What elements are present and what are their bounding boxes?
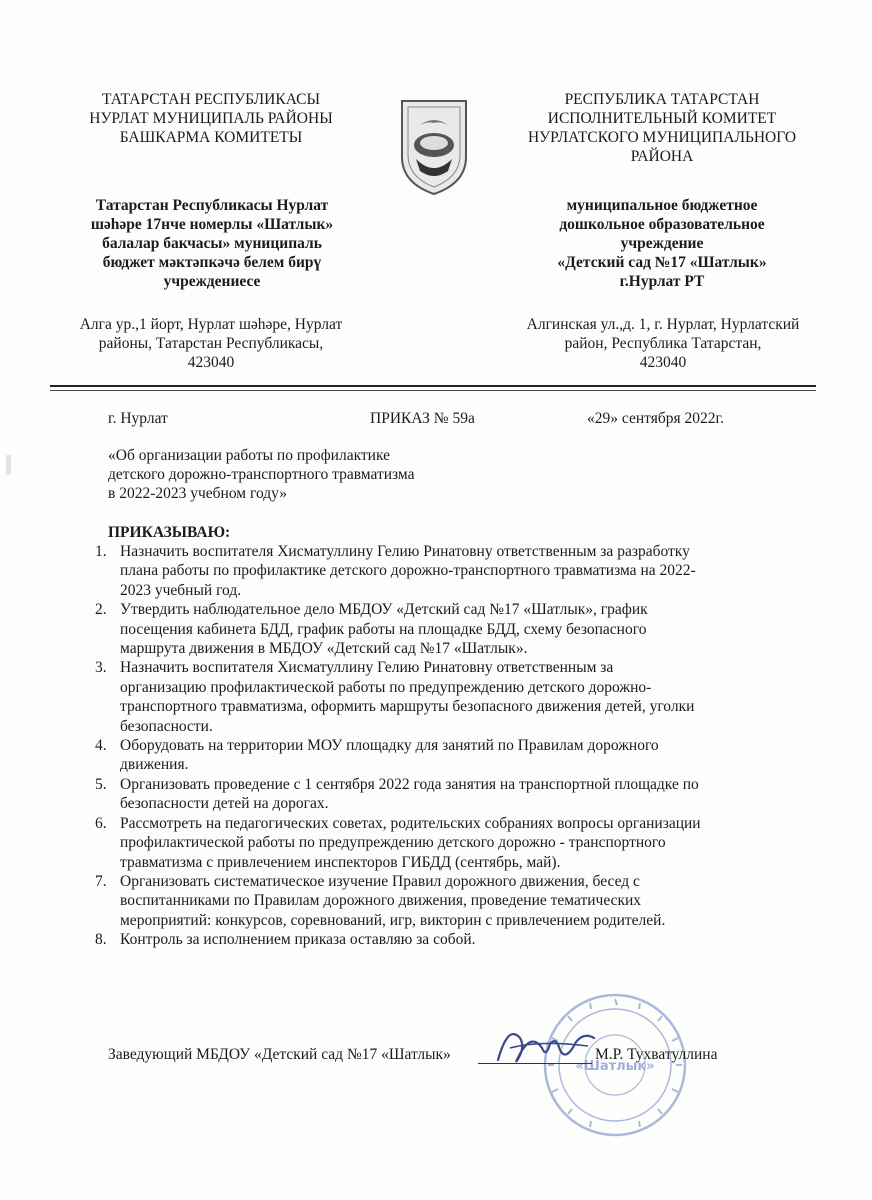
order-directive: ПРИКАЗЫВАЮ:	[108, 524, 231, 541]
order-item-line: Организовать проведение с 1 сентября 2022 года занятия на транспортной площадке по	[120, 775, 699, 793]
order-subject	[108, 446, 508, 503]
order-item-line: маршрута движения в МБДОУ «Детский сад №17 «Шатлык».	[120, 640, 528, 658]
header-right-org-line: г.Нурлат РТ	[619, 273, 705, 290]
order-item-number: 7.	[95, 872, 107, 890]
order-item-line: транспортного травматизма, оформить маршруты безопасного движения детей, уголки	[120, 698, 695, 716]
header-right-org	[512, 196, 812, 291]
header-left-address-line: 423040	[187, 354, 235, 371]
order-item-number: 2.	[95, 601, 107, 619]
coat-of-arms-emblem	[396, 97, 472, 197]
header-left-org-line: бюджет мәктәпкәчә белем бирү	[102, 254, 322, 271]
order-item-line: Оборудовать на территории МОУ площадку для занятий по Правилам дорожного	[120, 737, 659, 755]
order-item-number: 1.	[95, 543, 107, 560]
header-right-org-line: муниципальное бюджетное	[566, 197, 758, 214]
header-left-org	[62, 196, 362, 291]
header-right-line: НУРЛАТСКОГО МУНИЦИПАЛЬНОГО	[527, 129, 797, 146]
order-items-list	[95, 542, 785, 950]
order-item-line: профилактической работы по предупреждению детского дорожно - транспортного	[120, 834, 666, 852]
order-item-line: Назначить воспитателя Хисматуллину Гелию Ринатовну ответственным за	[120, 659, 614, 677]
header-left-address-line: Алга ур.,1 йорт, Нурлат шәһәре, Нурлат	[79, 316, 343, 333]
header-right-line: РАЙОНА	[630, 148, 694, 165]
order-item-line: Рассмотреть на педагогических советах, родительских собраниях вопросы организации	[120, 814, 701, 832]
header-right-org-line: учреждение	[620, 235, 704, 252]
header-left-org-line: балалар бакчасы» муниципаль	[102, 235, 322, 252]
header-left-line: НУРЛАТ МУНИЦИПАЛЬ РАЙОНЫ	[89, 110, 333, 127]
signer-name: М.Р. Тухватуллина	[595, 1046, 718, 1063]
header-left-org-line: учреждениесе	[163, 273, 261, 290]
header-right-org-line: «Детский сад №17 «Шатлык»	[557, 254, 767, 271]
order-item-line: безопасности.	[120, 717, 213, 735]
scan-mark	[6, 455, 11, 475]
header-right-address-line: район, Республика Татарстан,	[564, 335, 762, 352]
handwritten-signature	[490, 1018, 600, 1073]
order-city: г. Нурлат	[108, 410, 168, 427]
order-item-line: Утвердить наблюдательное дело МБДОУ «Детский сад №17 «Шатлык», график	[120, 601, 648, 619]
order-item-number: 4.	[95, 737, 107, 755]
order-item-line: Организовать систематическое изучение Правил дорожного движения, бесед с	[120, 872, 640, 890]
order-item-number: 5.	[95, 775, 107, 793]
order-subject-line: «Об организации работы по профилактике	[108, 447, 391, 464]
header-divider-thin	[50, 390, 816, 391]
order-item	[95, 658, 785, 736]
signer-position: Заведующий МБДОУ «Детский сад №17 «Шатлык»	[108, 1046, 451, 1063]
order-item-line: мероприятий: конкурсов, соревнований, игр, викторин с привлечением родителей.	[120, 911, 666, 929]
order-item	[95, 872, 785, 930]
header-right-org-line: дошкольное образовательное	[559, 216, 765, 233]
order-item-line: травматизма с привлечением инспекторов ГИБДД (сентябрь, май).	[120, 853, 561, 871]
seal-text: «Шатлык»	[575, 1059, 655, 1074]
order-item	[95, 600, 785, 658]
order-subject-line: детского дорожно-транспортного травматизма	[108, 466, 415, 483]
order-subject-line: в 2022-2023 учебном году»	[108, 485, 288, 502]
emblem-icon	[396, 97, 472, 197]
order-item-line: посещения кабинета БДД, график работы на площадке БДД, схему безопасного	[120, 620, 647, 638]
order-item-line: организацию профилактической работы по предупреждению детского дорожно-	[120, 678, 652, 696]
header-right-line: РЕСПУБЛИКА ТАТАРСТАН	[564, 91, 760, 108]
order-item-number: 3.	[95, 659, 107, 677]
order-item-line: Контроль за исполнением приказа оставляю за собой.	[120, 931, 476, 949]
header-left-line: ТАТАРСТАН РЕСПУБЛИКАСЫ	[102, 91, 320, 108]
header-right-authority	[502, 90, 822, 166]
header-right-address-line: Алгинская ул.,д. 1, г. Нурлат, Нурлатский	[526, 316, 800, 333]
signature-icon	[490, 1018, 600, 1073]
order-number: ПРИКАЗ № 59а	[370, 410, 475, 427]
header-left-line: БАШКАРМА КОМИТЕТЫ	[119, 129, 303, 146]
order-item-number: 6.	[95, 814, 107, 832]
order-item-line: Назначить воспитателя Хисматуллину Гелию Ринатовну ответственным за разработку	[120, 543, 690, 560]
order-item	[95, 930, 785, 949]
order-item	[95, 542, 785, 600]
header-right-address-line: 423040	[639, 354, 687, 371]
order-item	[95, 736, 785, 775]
header-left-authority	[52, 90, 370, 147]
order-item-line: воспитанниками по Правилам дорожного движения, проведение тематических	[120, 892, 642, 910]
header-left-address	[48, 315, 374, 372]
order-item-line: плана работы по профилактике детского дорожно-транспортного травматизма на 2022-	[120, 562, 696, 580]
header-left-address-line: районы, Татарстан Республикасы,	[98, 335, 324, 352]
order-item-line: безопасности детей на дорогах.	[120, 795, 329, 813]
order-item-line: движения.	[120, 756, 189, 774]
header-divider	[50, 385, 816, 387]
order-item-line: 2023 учебный год.	[120, 581, 242, 599]
header-right-address	[498, 315, 828, 372]
header-left-org-line: Татарстан Республикасы Нурлат	[95, 197, 329, 214]
header-right-line: ИСПОЛНИТЕЛЬНЫЙ КОМИТЕТ	[547, 110, 777, 127]
order-item	[95, 814, 785, 872]
order-item	[95, 775, 785, 814]
header-left-org-line: шәһәре 17нче номерлы «Шатлык»	[90, 216, 334, 233]
order-item-number: 8.	[95, 931, 107, 949]
order-date: «29» сентября 2022г.	[587, 410, 724, 427]
